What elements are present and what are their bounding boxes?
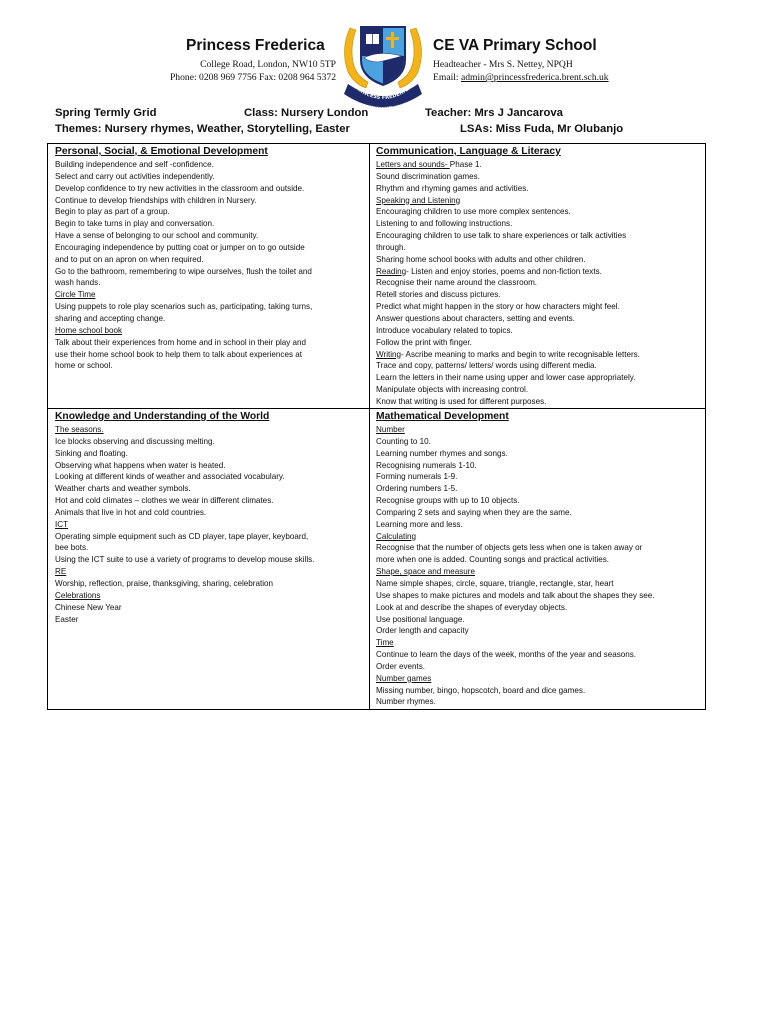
line-text: Trace and copy, patterns/ letters/ words using different media. — [376, 361, 597, 371]
subheading-label: Shape, space and measure — [376, 567, 475, 577]
list-item — [55, 337, 365, 349]
line-text: Hot and cold climates – clothes we wear in different climates. — [55, 496, 274, 506]
subheading-label: Letters and sounds- — [376, 160, 450, 169]
contact-block-right — [433, 58, 609, 84]
email-label: Email: — [433, 72, 461, 83]
line-text: Forming numerals 1-9. — [376, 472, 458, 482]
list-item — [376, 349, 701, 361]
line-text: Name simple shapes, circle, square, triangle, rectangle, star, heart — [376, 578, 614, 588]
class-label: Class: Nursery London — [244, 107, 369, 119]
list-item — [376, 460, 701, 472]
list-item — [376, 289, 701, 301]
line-text: Operating simple equipment such as CD player, tape player, keyboard, — [55, 531, 309, 541]
list-item — [55, 313, 365, 325]
school-name-right: CE VA Primary School — [433, 37, 597, 54]
line-text: Recognise their name around the classroom. — [376, 278, 538, 288]
grid-divider-vertical — [369, 144, 370, 709]
line-text: through. — [376, 242, 406, 252]
line-text: Encouraging independence by putting coat or jumper on to go outside — [55, 242, 305, 252]
subheading — [55, 590, 365, 602]
subheading-label: Writing — [376, 349, 402, 359]
list-item — [376, 183, 701, 195]
line-text: Use positional language. — [376, 614, 465, 624]
list-item — [55, 507, 365, 519]
list-item — [376, 483, 701, 495]
section-cll — [376, 145, 701, 408]
line-text: Looking at different kinds of weather and associated vocabulary. — [55, 472, 285, 482]
line-text: Learning number rhymes and songs. — [376, 448, 508, 458]
list-item — [376, 542, 701, 554]
list-item — [376, 396, 701, 408]
list-item — [55, 171, 365, 183]
teacher-label: Teacher: Mrs J Jancarova — [425, 107, 563, 119]
line-text: Begin to play as part of a group. — [55, 207, 170, 217]
list-item — [376, 360, 701, 372]
line-text: Follow the print with finger. — [376, 337, 472, 347]
subheading-label: The seasons. — [55, 425, 104, 434]
line-text: Learning more and less. — [376, 519, 463, 529]
subheading-label: Home school book — [55, 325, 123, 335]
subheading — [55, 325, 365, 337]
line-text: Number rhymes. — [376, 697, 436, 707]
line-text: Using puppets to role play scenarios such as, participating, taking turns, — [55, 302, 313, 312]
line-text: home or school. — [55, 361, 113, 371]
line-text: Continue to develop friendships with children in Nursery. — [55, 195, 257, 205]
line-text: Begin to take turns in play and conversation. — [55, 219, 215, 229]
section-lines — [55, 424, 365, 625]
list-item — [376, 685, 701, 697]
list-item — [55, 195, 365, 207]
list-item — [55, 614, 365, 626]
line-text: Encouraging children to use talk to share experiences or talk activities — [376, 231, 627, 241]
section-kuw — [55, 410, 365, 625]
line-text: Ice blocks observing and discussing melting. — [55, 436, 215, 446]
email-link[interactable]: admin@princessfrederica.brent.sch.uk — [460, 72, 609, 83]
list-item — [376, 325, 701, 337]
subheading — [55, 289, 365, 301]
subheading — [376, 424, 701, 436]
list-item — [376, 301, 701, 313]
section-lines — [376, 159, 701, 408]
line-text: Manipulate objects with increasing control. — [376, 385, 529, 395]
subheading — [55, 519, 365, 531]
subheading — [55, 424, 365, 436]
list-item — [376, 625, 701, 637]
line-text: Use shapes to make pictures and models and talk about the shapes they see. — [376, 590, 655, 600]
list-item — [376, 159, 701, 171]
curriculum-grid — [47, 143, 706, 710]
line-text: Using the ICT suite to use a variety of programs to develop mouse skills. — [55, 555, 315, 565]
list-item — [55, 230, 365, 242]
line-text: Sinking and floating. — [55, 448, 128, 458]
list-item — [55, 448, 365, 460]
line-text: bee bots. — [55, 543, 89, 553]
line-text: Talk about their experiences from home and in school in their play and — [55, 337, 307, 347]
list-item — [55, 460, 365, 472]
grid-title: Spring Termly Grid — [55, 107, 157, 119]
themes-label: Themes: Nursery rhymes, Weather, Storytelling, Easter — [55, 123, 350, 135]
list-item — [376, 519, 701, 531]
line-text: Sound discrimination games. — [376, 171, 480, 181]
list-item — [55, 254, 365, 266]
line-text: Missing number, bingo, hopscotch, board and dice games. — [376, 685, 586, 695]
list-item — [55, 349, 365, 361]
line-text: Recognising numerals 1-10. — [376, 460, 477, 470]
subheading-label: Number games — [376, 673, 432, 683]
list-item — [376, 661, 701, 673]
list-item — [55, 183, 365, 195]
line-text: Have a sense of belonging to our school and community. — [55, 231, 259, 241]
list-item — [55, 301, 365, 313]
list-item — [376, 230, 701, 242]
list-item — [376, 495, 701, 507]
list-item — [55, 360, 365, 372]
line-text: Go to the bathroom, remembering to wipe ourselves, flush the toilet and — [55, 266, 312, 276]
list-item — [376, 507, 701, 519]
line-text: Develop confidence to try new activities in the classroom and outside. — [55, 183, 305, 193]
list-item — [376, 277, 701, 289]
subheading-label: Speaking and Listening — [376, 195, 461, 205]
section-heading: Personal, Social, & Emotional Development — [55, 146, 268, 157]
line-text: Counting to 10. — [376, 436, 431, 446]
subheading — [376, 195, 701, 207]
list-item — [376, 602, 701, 614]
crest-top-text: PRINCESS FREDERICA — [352, 84, 414, 102]
section-lines — [55, 159, 365, 372]
subheading — [376, 637, 701, 649]
line-text: - Ascribe meaning to marks and begin to write recognisable letters. — [401, 349, 640, 359]
list-item — [376, 649, 701, 661]
line-text: sharing and accepting change. — [55, 313, 166, 323]
line-text: Learn the letters in their name using upper and lower case appropriately. — [376, 373, 636, 383]
line-text: more when one is added. Counting songs and practical activities. — [376, 555, 610, 565]
line-text: Order length and capacity — [376, 626, 469, 636]
crest-bottom-text: CE VA PRIMARY SCHOOL — [356, 97, 410, 111]
school-address: College Road, London, NW10 5TP — [200, 59, 336, 70]
line-text: Building independence and self -confidence. — [55, 160, 214, 169]
school-crest-logo — [338, 20, 428, 112]
line-text: Rhythm and rhyming games and activities. — [376, 183, 529, 193]
list-item — [376, 206, 701, 218]
line-text: Look at and describe the shapes of everyday objects. — [376, 602, 568, 612]
line-text: Order events. — [376, 661, 426, 671]
line-text: Worship, reflection, praise, thanksgiving, sharing, celebration — [55, 578, 274, 588]
subheading-label: Time — [376, 638, 394, 648]
subheading-label: Reading — [376, 266, 407, 276]
subheading — [55, 566, 365, 578]
line-text: Weather charts and weather symbols. — [55, 484, 191, 494]
subheading-label: Calculating — [376, 531, 417, 541]
subheading-label: Number — [376, 425, 405, 434]
subheading — [376, 531, 701, 543]
line-text: use their home school book to help them to talk about experiences at — [55, 349, 303, 359]
line-text: Predict what might happen in the story or how characters might feel. — [376, 302, 620, 312]
subheading — [376, 566, 701, 578]
contact-block-left — [170, 58, 336, 84]
section-heading: Communication, Language & Literacy — [376, 146, 561, 157]
list-item — [55, 483, 365, 495]
list-item — [376, 242, 701, 254]
line-text: wash hands. — [55, 278, 101, 288]
list-item — [55, 531, 365, 543]
line-text: Encouraging children to use more complex sentences. — [376, 207, 571, 217]
list-item — [55, 471, 365, 483]
list-item — [376, 578, 701, 590]
line-text: Answer questions about characters, setting and events. — [376, 313, 575, 323]
section-heading: Knowledge and Understanding of the World — [55, 411, 270, 422]
section-math — [376, 410, 701, 708]
subheading-label: Circle Time — [55, 290, 96, 300]
list-item — [376, 554, 701, 566]
list-item — [55, 218, 365, 230]
list-item — [376, 313, 701, 325]
line-text: Phase 1. — [449, 160, 482, 169]
list-item — [376, 384, 701, 396]
list-item — [55, 542, 365, 554]
subheading-label: RE — [55, 567, 67, 577]
line-text: Ordering numbers 1-5. — [376, 484, 458, 494]
phone-fax: Phone: 0208 969 7756 Fax: 0208 964 5372 — [169, 72, 336, 83]
list-item — [376, 171, 701, 183]
list-item — [376, 614, 701, 626]
line-text: Recognise groups with up to 10 objects. — [376, 496, 520, 506]
line-text: Chinese New Year — [55, 602, 122, 612]
line-text: Comparing 2 sets and saying when they are the same. — [376, 507, 572, 517]
list-item — [55, 206, 365, 218]
list-item — [55, 266, 365, 278]
list-item — [55, 578, 365, 590]
line-text: Animals that live in hot and cold countries. — [55, 507, 207, 517]
subheading-label: ICT — [55, 519, 69, 529]
list-item — [376, 254, 701, 266]
line-text: Retell stories and discuss pictures. — [376, 290, 501, 300]
list-item — [376, 372, 701, 384]
list-item — [376, 696, 701, 708]
email-line — [433, 71, 609, 84]
line-text: Continue to learn the days of the week, months of the year and seasons. — [376, 650, 637, 660]
line-text: Sharing home school books with adults and other children. — [376, 254, 586, 264]
subheading-label: Celebrations — [55, 590, 101, 600]
lsas-label: LSAs: Miss Fuda, Mr Olubanjo — [460, 123, 624, 135]
section-heading: Mathematical Development — [376, 411, 509, 422]
line-text: Know that writing is used for different purposes. — [376, 396, 547, 406]
list-item — [376, 218, 701, 230]
list-item — [376, 436, 701, 448]
line-text: Listening to and following instructions. — [376, 219, 513, 229]
line-text: Select and carry out activities independently. — [55, 171, 215, 181]
list-item — [55, 495, 365, 507]
list-item — [55, 242, 365, 254]
list-item — [376, 266, 701, 278]
list-item — [55, 277, 365, 289]
list-item — [376, 590, 701, 602]
line-text: Recognise that the number of objects gets less when one is taken away or — [376, 543, 643, 553]
line-text: - Listen and enjoy stories, poems and non-fiction texts. — [406, 266, 602, 276]
line-text: and to put on an apron on when required. — [55, 254, 204, 264]
section-lines — [376, 424, 701, 708]
list-item — [55, 436, 365, 448]
list-item — [55, 602, 365, 614]
line-text: Easter — [55, 614, 79, 624]
grid-divider-horizontal — [48, 408, 705, 409]
school-name-left: Princess Frederica — [186, 37, 325, 54]
list-item — [376, 471, 701, 483]
list-item — [55, 554, 365, 566]
line-text: Introduce vocabulary related to topics. — [376, 325, 513, 335]
list-item — [376, 337, 701, 349]
list-item — [55, 159, 365, 171]
headteacher: Headteacher - Mrs S. Nettey, NPQH — [433, 59, 573, 70]
list-item — [376, 448, 701, 460]
line-text: Observing what happens when water is heated. — [55, 460, 226, 470]
section-pse — [55, 145, 365, 372]
subheading — [376, 673, 701, 685]
